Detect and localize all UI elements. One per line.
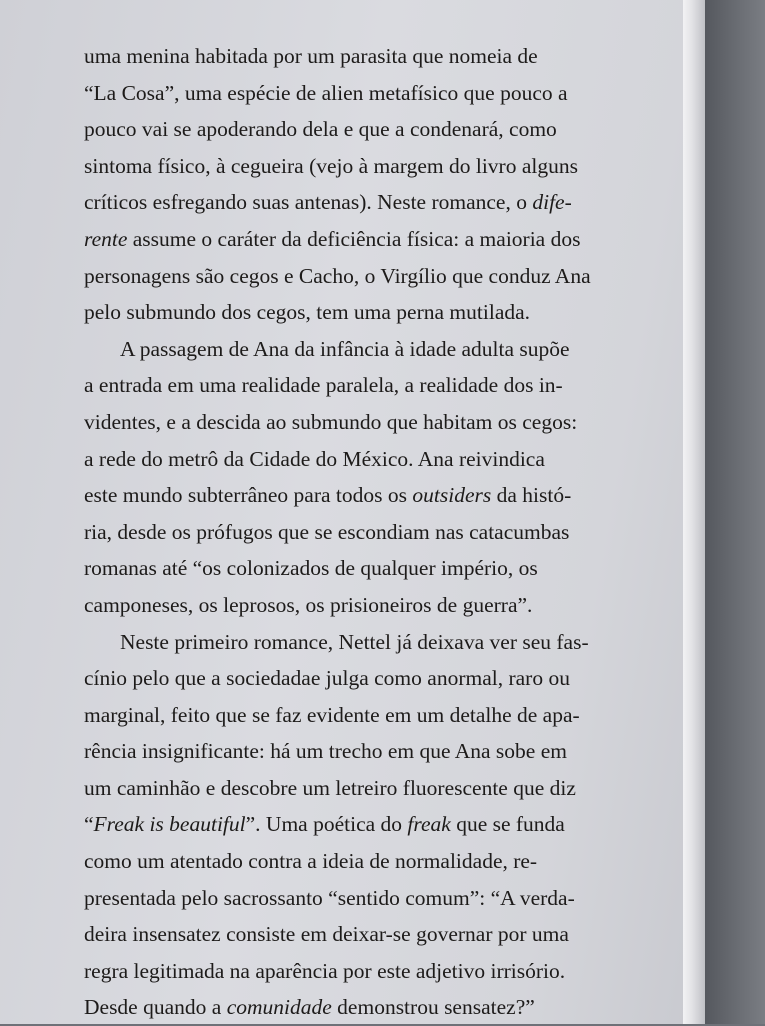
text-line: rência insignificante: há um trecho em que Ana sobe em	[84, 733, 608, 770]
text-run: que se funda	[451, 812, 565, 836]
text-line: pelo submundo dos cegos, tem uma perna mutilada.	[84, 294, 608, 331]
italic-run: Freak is beautiful	[94, 812, 246, 836]
text-line	[84, 806, 608, 843]
text-line: como um atentado contra a ideia de normalidade, re-	[84, 843, 608, 880]
text-line: um caminhão e descobre um letreiro fluorescente que diz	[84, 770, 608, 807]
text-line	[84, 477, 608, 514]
text-line: A passagem de Ana da infância à idade adulta supõe	[84, 331, 608, 368]
text-line: personagens são cegos e Cacho, o Virgílio que conduz Ana	[84, 258, 608, 295]
text-run: “	[84, 812, 94, 836]
text-run: Desde quando a	[84, 995, 227, 1019]
text-line	[84, 989, 608, 1026]
italic-run: comunidade	[227, 995, 332, 1019]
text-line: regra legitimada na aparência por este adjetivo irrisório.	[84, 953, 608, 990]
text-line: uma menina habitada por um parasita que nomeia de	[84, 38, 608, 75]
text-run: assume o caráter da deficiência física: a maioria dos	[127, 227, 580, 251]
text-run: ”. Uma poética do	[246, 812, 408, 836]
page-edge	[683, 0, 705, 1024]
text-line: Neste primeiro romance, Nettel já deixava ver seu fas-	[84, 624, 608, 661]
text-line: cínio pelo que a sociedadae julga como anormal, raro ou	[84, 660, 608, 697]
text-run: da histó-	[491, 483, 571, 507]
text-line: a entrada em uma realidade paralela, a realidade dos in-	[84, 367, 608, 404]
text-line: deira insensatez consiste em deixar-se governar por uma	[84, 916, 608, 953]
text-line: sintoma físico, à cegueira (vejo à margem do livro alguns	[84, 148, 608, 185]
text-line: pouco vai se apoderando dela e que a condenará, como	[84, 111, 608, 148]
paragraph-1	[84, 38, 608, 331]
text-line: “La Cosa”, uma espécie de alien metafísico que pouco a	[84, 75, 608, 112]
page-text	[84, 38, 608, 1026]
italic-run: outsiders	[412, 483, 491, 507]
text-line: marginal, feito que se faz evidente em um detalhe de apa-	[84, 697, 608, 734]
italic-run: dife-	[532, 190, 571, 214]
text-line: a rede do metrô da Cidade do México. Ana reivindica	[84, 441, 608, 478]
text-line: presentada pelo sacrossanto “sentido comum”: “A verda-	[84, 880, 608, 917]
text-run: críticos esfregando suas antenas). Neste romance, o	[84, 190, 532, 214]
text-line: camponeses, os leprosos, os prisioneiros de guerra”.	[84, 587, 608, 624]
paragraph-3	[84, 624, 608, 1026]
text-line	[84, 221, 608, 258]
text-line: romanas até “os colonizados de qualquer império, os	[84, 550, 608, 587]
paragraph-2	[84, 331, 608, 624]
text-line: videntes, e a descida ao submundo que habitam os cegos:	[84, 404, 608, 441]
background-surface	[705, 0, 765, 1024]
text-run: demonstrou sensatez?”	[332, 995, 535, 1019]
text-line	[84, 184, 608, 221]
italic-run: freak	[407, 812, 450, 836]
text-run: este mundo subterrâneo para todos os	[84, 483, 412, 507]
italic-run: rente	[84, 227, 127, 251]
text-line: ria, desde os prófugos que se escondiam nas catacumbas	[84, 514, 608, 551]
